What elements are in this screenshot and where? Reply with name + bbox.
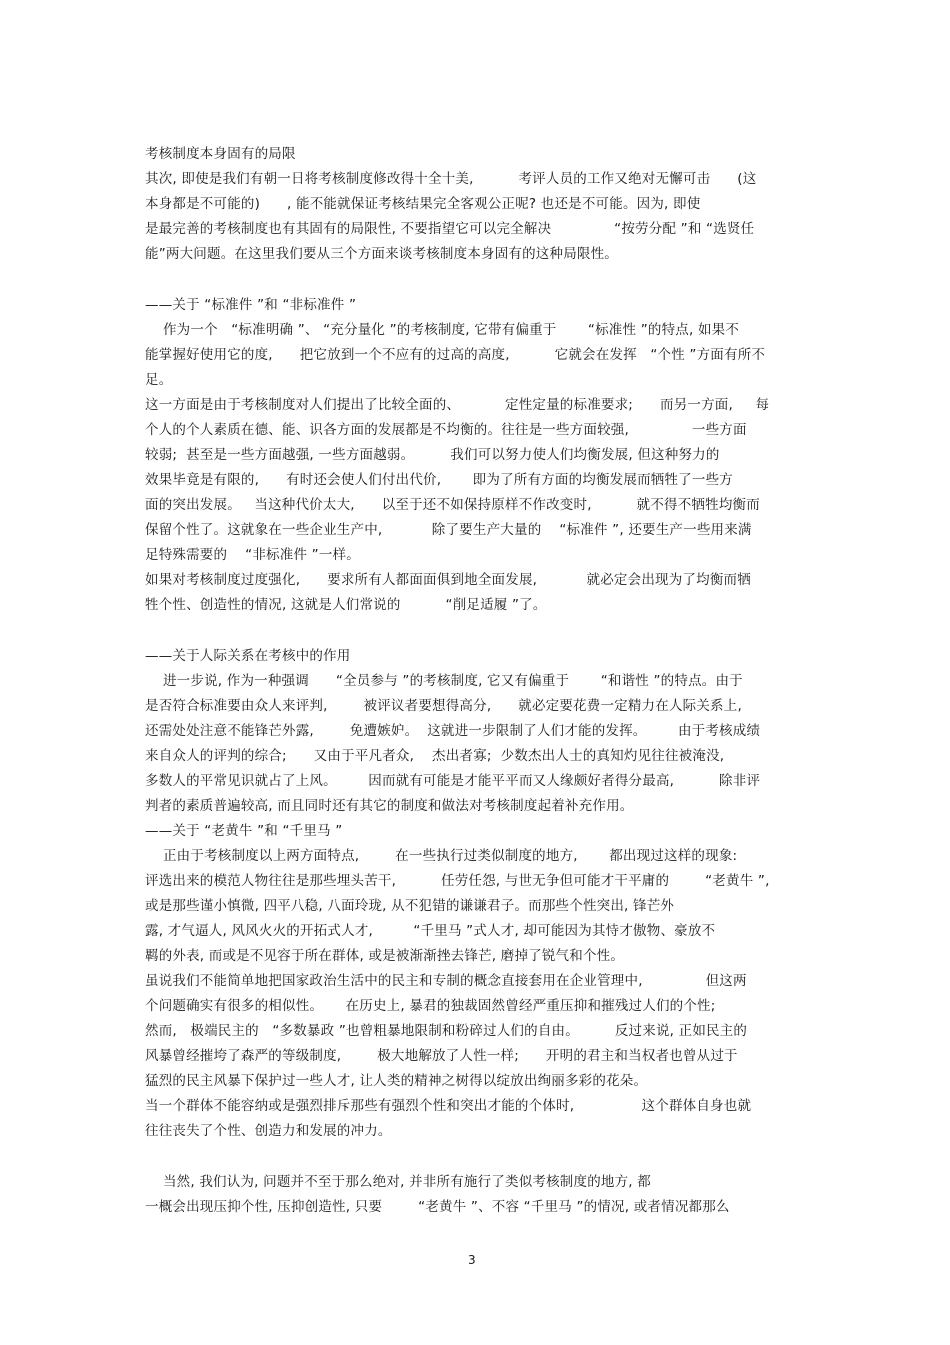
section-heading-ox-and-steed: ——关于 “老黄牛 ”和 “千里马 ” bbox=[145, 823, 343, 839]
text-line: 羁的外表, 而或是不见容于所在群体, 或是被渐渐挫去锋芒, 磨掉了锐气和个性。 bbox=[145, 948, 625, 964]
text-line: 保留个性了。这就象在一些企业生产中, 除了要生产大量的 “标准件 ”, 还要生产一些用来满 bbox=[145, 522, 752, 538]
text-line: 能掌握好使用它的度, 把它放到一个不应有的过高的高度, 它就会在发挥 “个性 ”方面有所不 bbox=[145, 347, 766, 363]
text-line: 个人的个人素质在德、能、识各方面的发展都是不均衡的。往往是一些方面较强, 一些方面 bbox=[145, 422, 747, 438]
section-heading-interpersonal: ——关于人际关系在考核中的作用 bbox=[145, 648, 351, 664]
text-line: 较弱; 甚至是一些方面越强, 一些方面越弱。 我们可以努力使人们均衡发展, 但这种努力的 bbox=[145, 447, 720, 463]
text-line: 露, 才气逼人, 风风火火的开拓式人才, “千里马 ”式人才, 却可能因为其恃才傲物、豪放不 bbox=[145, 923, 716, 939]
text-line: 判者的素质普遍较高, 而且同时还有其它的制度和做法对考核制度起着补充作用。 bbox=[145, 798, 634, 814]
text-line: 然而, 极端民主的 “多数暴政 ”也曾粗暴地限制和粉碎过人们的自由。 反过来说, 正如民主的 bbox=[145, 1023, 748, 1039]
text-line: 足特殊需要的 “非标准件 ”一样。 bbox=[145, 547, 360, 563]
text-line: 是最完善的考核制度也有其固有的局限性, 不要指望它可以完全解决 “按劳分配 ”和 “选贤任 bbox=[145, 221, 755, 237]
page-number: 3 bbox=[468, 1253, 476, 1267]
text-line: 足。 bbox=[145, 372, 173, 388]
text-line: 多数人的平常见识就占了上风。 因而就有可能是才能平平而又人缘颇好者得分最高, 除非评 bbox=[145, 773, 761, 789]
text-line: 往往丧失了个性、创造力和发展的冲力。 bbox=[145, 1123, 392, 1139]
text-line: 一概会出现压抑个性, 压抑创造性, 只要 “老黄牛 ”、不容 “千里马 ”的情况, 或者情况都那么 bbox=[145, 1199, 730, 1215]
text-line: 或是那些谨小慎微, 四平八稳, 八面玲珑, 从不犯错的谦谦君子。而那些个性突出, 锋芒外 bbox=[145, 898, 675, 914]
text-line: 面的突出发展。 当这种代价太大, 以至于还不如保持原样不作改变时, 就不得不牺牲均衡而 bbox=[145, 497, 760, 513]
text-line: 评选出来的模范人物往往是那些埋头苦干, 任劳任怨, 与世无争但可能才干平庸的 “老黄牛 ”, bbox=[145, 873, 770, 889]
text-line: 个问题确实有很多的相似性。 在历史上, 暴君的独裁固然曾经严重压抑和摧残过人们的个性; bbox=[145, 998, 716, 1014]
section-heading-standard-parts: ——关于 “标准件 ”和 “非标准件 ” bbox=[145, 297, 357, 313]
text-line: 本身都是不可能的) , 能不能就保证考核结果完全客观公正呢? 也还是不可能。因为, 即使 bbox=[145, 196, 701, 212]
text-line: 当一个群体不能容纳或是强烈排斥那些有强烈个性和突出才能的个体时, 这个群体自身也就 bbox=[145, 1098, 752, 1114]
text-line: 如果对考核制度过度强化, 要求所有人都面面俱到地全面发展, 就必定会出现为了均衡而牺 bbox=[145, 572, 751, 588]
text-line: 还需处处注意不能锋芒外露, 免遭嫉妒。 这就进一步限制了人们才能的发挥。 由于考核成绩 bbox=[145, 723, 761, 739]
heading-limitations: 考核制度本身固有的局限 bbox=[145, 146, 296, 162]
text-line: 能”两大问题。在这里我们要从三个方面来谈考核制度本身固有的这种局限性。 bbox=[145, 246, 618, 262]
text-line: 牲个性、创造性的情况, 这就是人们常说的 “削足适履 ”了。 bbox=[145, 597, 547, 613]
text-line: 效果毕竟是有限的, 有时还会使人们付出代价, 即为了所有方面的均衡发展而牺牲了一些方 bbox=[145, 472, 733, 488]
text-line: 猛烈的民主风暴下保护过一些人才, 让人类的精神之树得以绽放出绚丽多彩的花朵。 bbox=[145, 1073, 648, 1089]
text-line: 这一方面是由于考核制度对人们提出了比较全面的、 定性定量的标准要求; 而另一方面, 每 bbox=[145, 397, 770, 413]
text-line: 风暴曾经摧垮了森严的等级制度, 极大地解放了人性一样; 开明的君主和当权者也曾从过于 bbox=[145, 1048, 738, 1064]
text-line: 其次, 即使是我们有朝一日将考核制度修改得十全十美, 考评人员的工作又绝对无懈可击 (这 bbox=[145, 171, 757, 187]
text-line: 作为一个 “标准明确 ”、 “充分量化 ”的考核制度, 它带有偏重于 “标准性 ”的特点, 如果不 bbox=[145, 322, 740, 338]
text-line: 虽说我们不能简单地把国家政治生活中的民主和专制的概念直接套用在企业管理中, 但这两 bbox=[145, 973, 747, 989]
text-line: 是否符合标准要由众人来评判, 被评议者要想得高分, 就必定要花费一定精力在人际关系上, bbox=[145, 698, 742, 714]
text-line: 进一步说, 作为一种强调 “全员参与 ”的考核制度, 它又有偏重于 “和谐性 ”的特点。由于 bbox=[145, 673, 743, 689]
text-line: 正由于考核制度以上两方面特点, 在一些执行过类似制度的地方, 都出现过这样的现象: bbox=[145, 848, 738, 864]
text-line: 当然, 我们认为, 问题并不至于那么绝对, 并非所有施行了类似考核制度的地方, 都 bbox=[145, 1174, 651, 1190]
text-line: 来自众人的评判的综合; 又由于平凡者众, 杰出者寡; 少数杰出人士的真知灼见往往被淹没, bbox=[145, 748, 725, 764]
